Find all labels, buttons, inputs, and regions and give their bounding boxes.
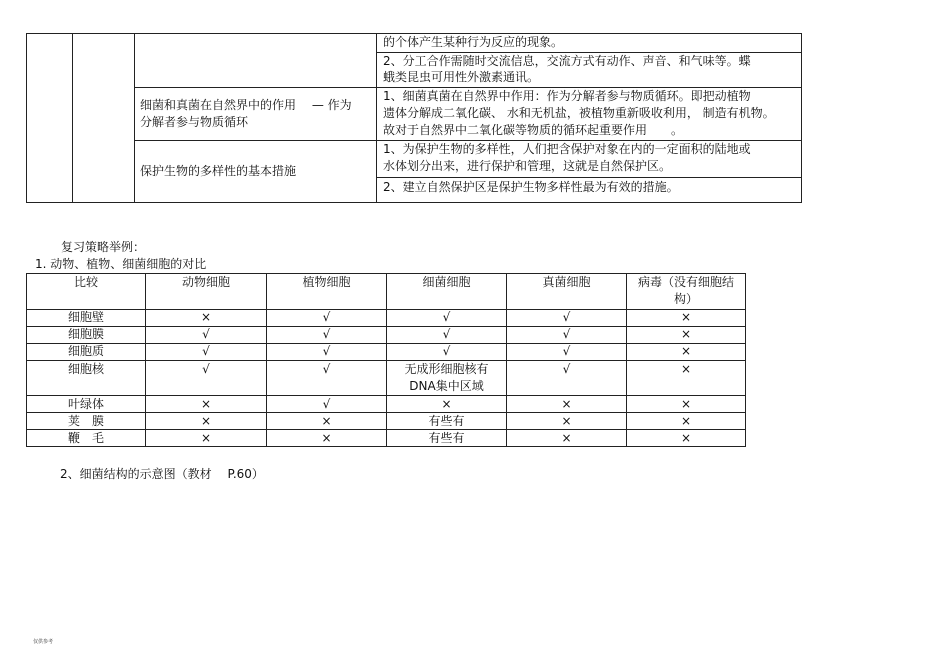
table-cell: × <box>680 431 692 445</box>
table-cell: × <box>680 327 692 341</box>
table-cell: √ <box>322 362 331 376</box>
behavior-text-line: 的个体产生某种行为反应的现象。 <box>383 35 564 49</box>
column-header: 真菌细胞 <box>542 275 591 289</box>
table-cell: 有些有 <box>428 414 465 428</box>
biodiversity-text-line: 水体划分出来，进行保护和管理，这就是自然保护区。 <box>383 159 672 173</box>
table-cell: √ <box>562 310 571 324</box>
footer-note: 仅供参考 <box>33 639 54 645</box>
top-table-border-bottom <box>26 202 802 203</box>
table-cell: √ <box>322 344 331 358</box>
top-table-rule <box>72 33 73 203</box>
table-cell: × <box>561 397 572 411</box>
fungi-role-text-line: 故对于自然界中二氧化碳等物质的循环起重要作用 。 <box>383 123 684 137</box>
column-header: 比较 <box>73 275 98 289</box>
row-label: 鞭 毛 <box>67 431 104 445</box>
table-cell: × <box>680 310 692 324</box>
table-cell: × <box>561 431 572 445</box>
table-cell: √ <box>442 327 451 341</box>
column-header: 细菌细胞 <box>422 275 471 289</box>
nature-reserve-text: 2、建立自然保护区是保护生物多样性最为有效的措施。 <box>383 180 679 194</box>
fungi-role-text-line: 遗体分解成二氧化碳、 水和无机盐，被植物重新吸收利用， 制造有机物。 <box>383 106 775 120</box>
table-cell: × <box>680 397 692 411</box>
row-label: 细胞壁 <box>67 310 104 324</box>
table-cell: × <box>200 397 212 411</box>
table-cell: × <box>321 431 332 445</box>
table-cell: √ <box>202 344 210 358</box>
row-label: 叶绿体 <box>67 397 104 411</box>
review-heading: 复习策略举例： <box>61 240 146 254</box>
table-cell: √ <box>562 327 571 341</box>
fungi-role-heading-line: 细菌和真菌在自然界中的作用 — 作为 <box>140 98 352 112</box>
biodiversity-text-line: 1、为保护生物的多样性，人们把含保护对象在内的一定面积的陆地或 <box>383 142 751 156</box>
column-header: 病毒（没有细胞结 <box>637 275 734 289</box>
row-label: 荚 膜 <box>67 414 104 428</box>
top-table-rule <box>801 33 802 203</box>
table-cell: × <box>680 414 692 428</box>
table-cell: × <box>200 310 212 324</box>
table-cell: √ <box>322 327 331 341</box>
table-cell: × <box>680 362 692 376</box>
table-cell: √ <box>562 344 571 358</box>
biodiversity-measures-heading: 保护生物的多样性的基本措施 <box>140 164 297 178</box>
section-1-title: 1. 动物、植物、细菌细胞的对比 <box>35 257 207 271</box>
table-cell: √ <box>322 397 331 411</box>
table-cell: √ <box>202 362 210 376</box>
column-header: 植物细胞 <box>302 275 351 289</box>
table-cell: × <box>680 344 692 358</box>
row-label: 细胞质 <box>67 344 104 358</box>
table-cell: √ <box>562 362 571 376</box>
section-2-title: 2、细菌结构的示意图（教材 P.60） <box>60 467 264 481</box>
table-cell: √ <box>202 327 210 341</box>
column-header: 构） <box>673 292 698 306</box>
table-cell: √ <box>442 310 451 324</box>
fungi-role-heading-line: 分解者参与物质循环 <box>140 115 249 129</box>
fungi-role-text-line: 1、细菌真菌在自然界中作用：作为分解者参与物质循环。即把动植物 <box>383 89 751 103</box>
table-cell: DNA集中区域 <box>409 379 484 393</box>
table-cell: × <box>200 414 212 428</box>
table-cell: × <box>561 414 572 428</box>
compare-table-rule <box>745 273 746 447</box>
top-table-rule <box>26 33 27 203</box>
communication-text-line: 蛾类昆虫可用性外激素通讯。 <box>383 70 540 84</box>
table-cell: 有些有 <box>428 431 465 445</box>
table-cell: √ <box>322 310 331 324</box>
table-cell: × <box>321 414 332 428</box>
row-label: 细胞膜 <box>67 327 104 341</box>
top-table-rule <box>134 33 135 203</box>
table-cell: × <box>441 397 452 411</box>
row-label: 细胞核 <box>67 362 104 376</box>
table-cell: √ <box>442 344 451 358</box>
communication-text-line: 2、分工合作需随时交流信息，交流方式有动作、声音、和气味等。蝶 <box>383 54 751 68</box>
column-header: 动物细胞 <box>181 275 230 289</box>
top-table-rule <box>376 177 802 178</box>
table-cell: × <box>200 431 212 445</box>
table-cell: 无成形细胞核有 <box>404 362 489 376</box>
top-table-rule <box>376 33 377 203</box>
